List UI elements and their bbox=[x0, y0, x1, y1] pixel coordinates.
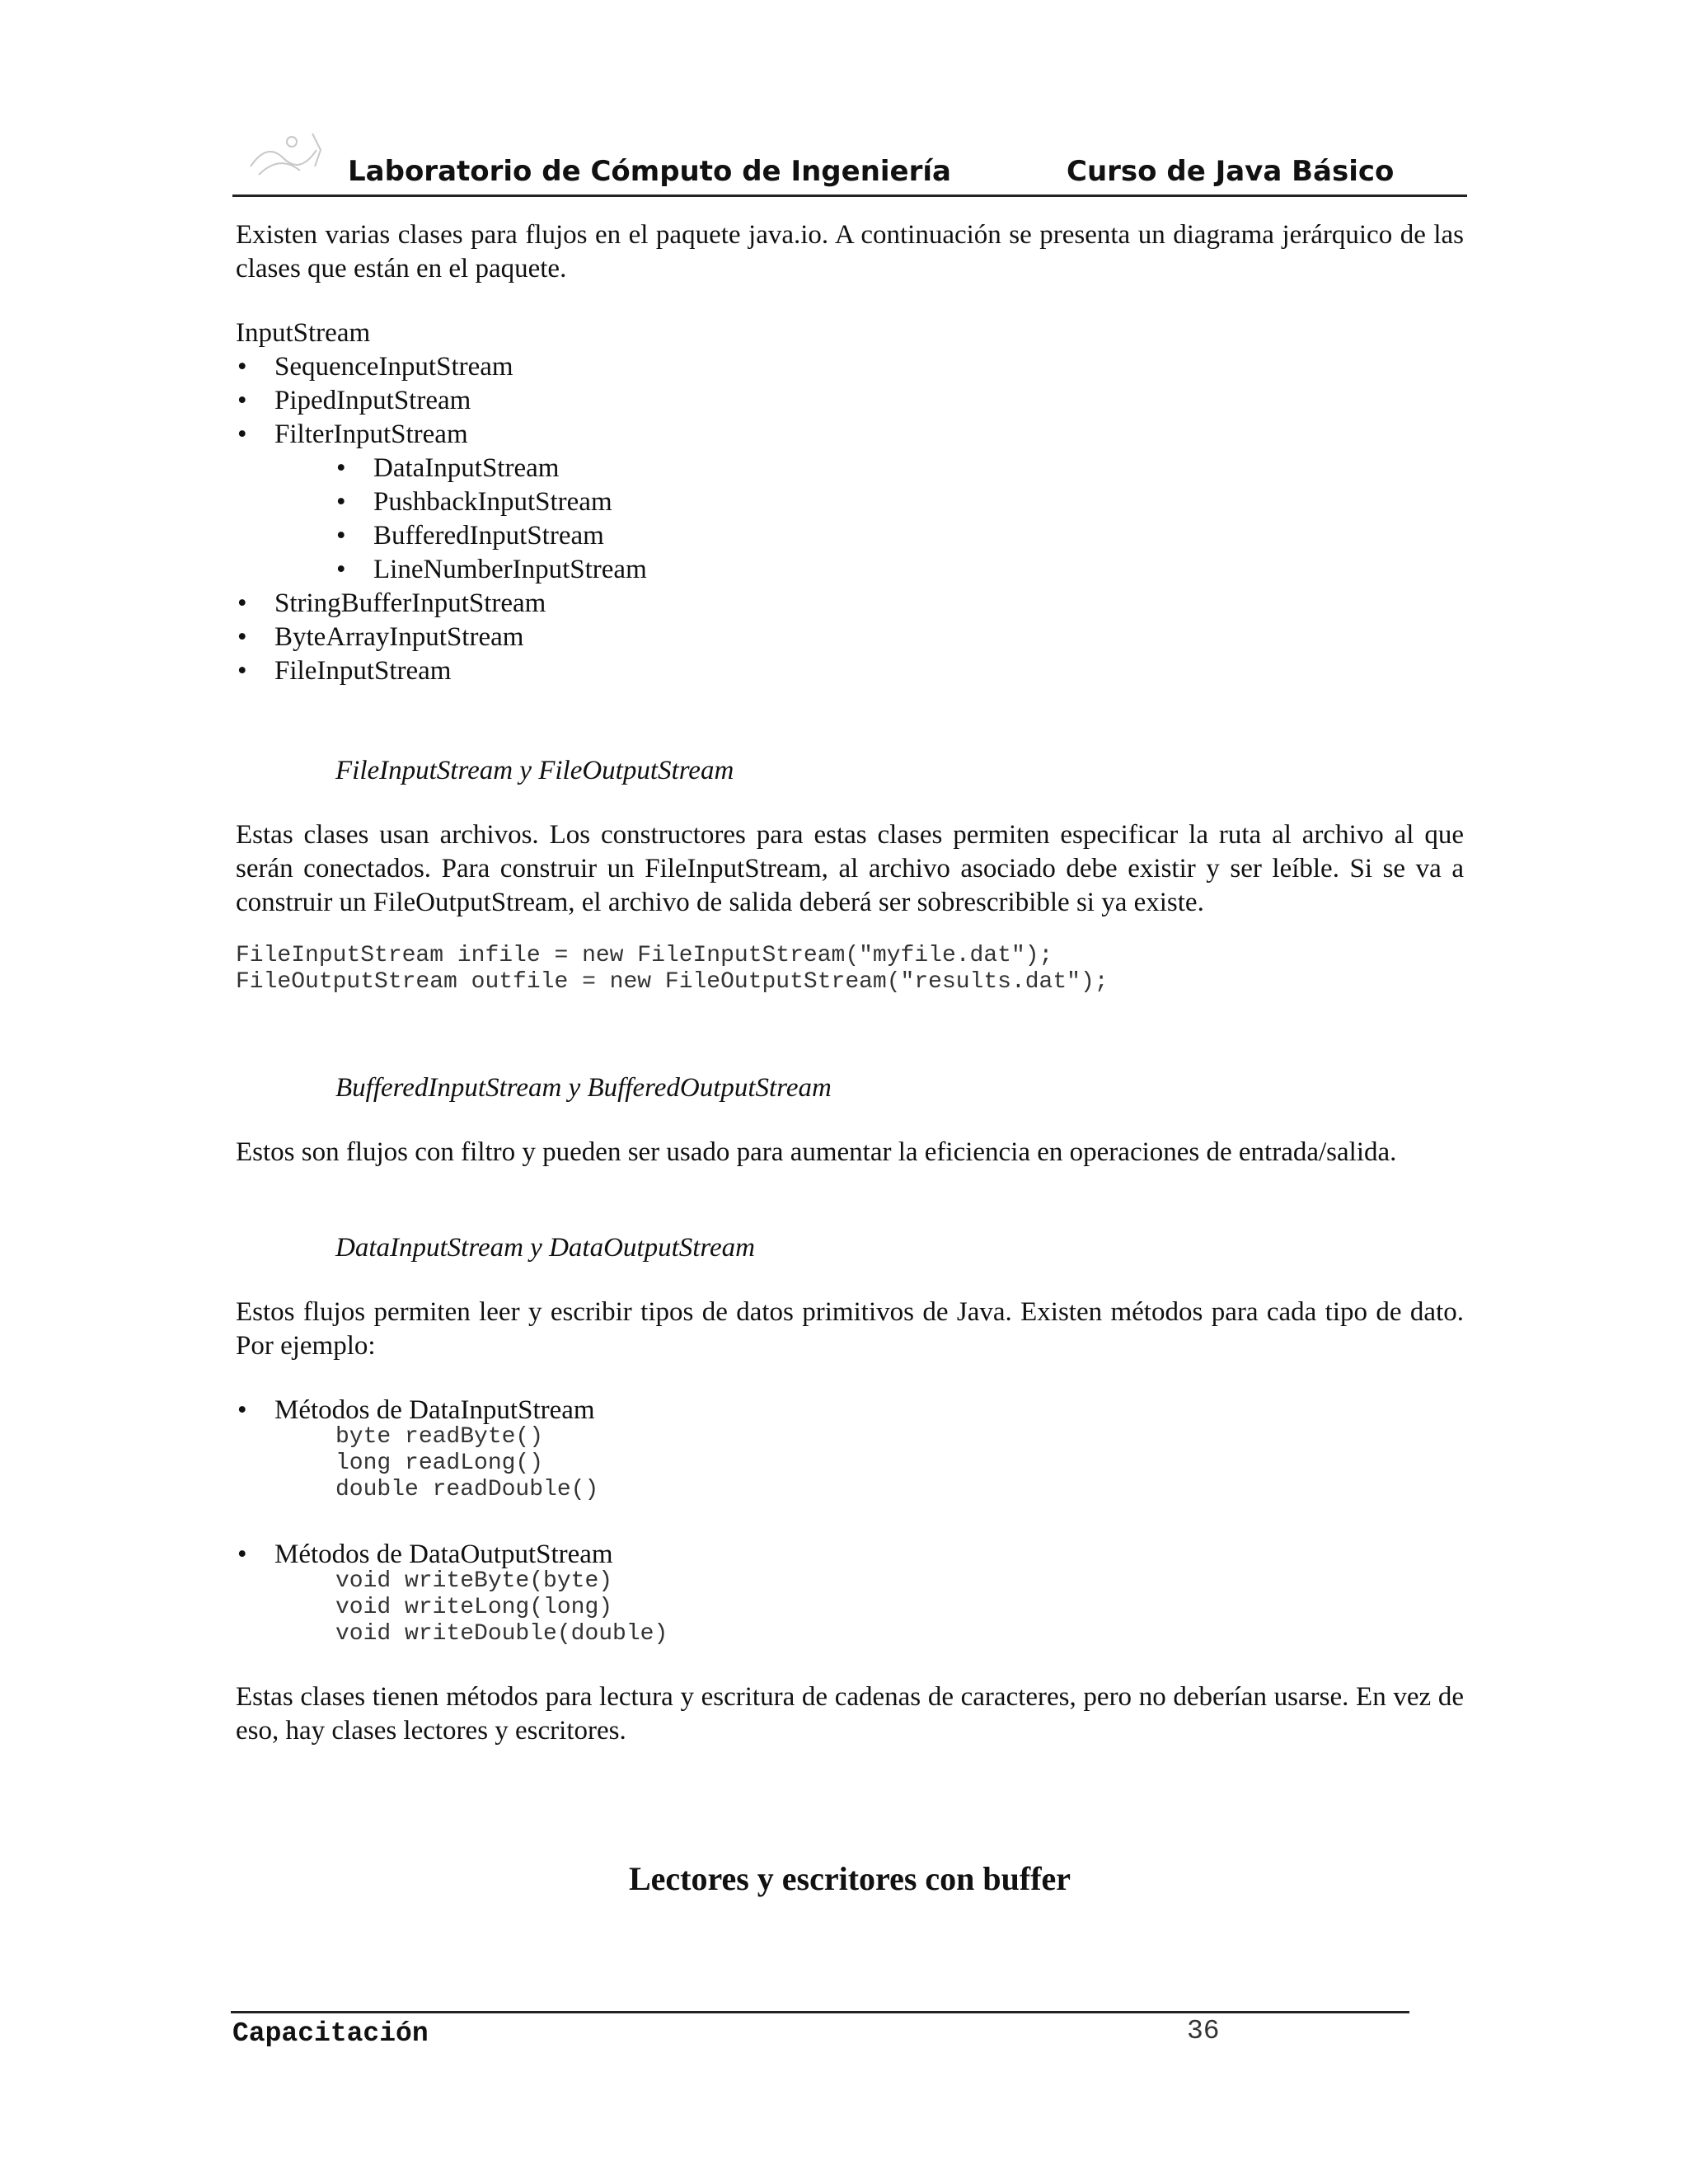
page-number: 36 bbox=[1187, 2016, 1220, 2046]
page-content bbox=[236, 218, 1464, 1899]
methods-list-input bbox=[236, 1394, 1464, 1427]
buffered-streams-paragraph: Estos son flujos con filtro y pueden ser usado para aumentar la eficiencia en operaciones de entrada/salida. bbox=[236, 1137, 1397, 1167]
code-line: FileOutputStream outfile = new FileOutputStream("results.dat"); bbox=[236, 969, 1109, 995]
logo-icon bbox=[234, 117, 341, 191]
hierarchy-sublist bbox=[335, 452, 1464, 587]
hierarchy-list-continued bbox=[236, 587, 1464, 688]
subheading-file-streams: FileInputStream y FileOutputStream bbox=[335, 756, 734, 785]
code-line: FileInputStream infile = new FileInputStream("myfile.dat"); bbox=[236, 943, 1053, 968]
intro-paragraph: Existen varias clases para flujos en el paquete java.io. A continuación se presenta un diagrama jerárquico de las clases que están en el paquete. bbox=[236, 220, 1464, 284]
code-line: void writeByte(byte) bbox=[335, 1568, 613, 1594]
file-streams-paragraph: Estas clases usan archivos. Los constructores para estas clases permiten especificar la ruta al archivo al que serán conectados. Para construir un FileInputStream, al archivo asociado debe existir y ser leíble. Si se va a construir un FileOutputStream, el archivo de salida deberá ser sobrescribible si ya existe. bbox=[236, 820, 1464, 917]
list-item: • Métodos de DataOutputStream bbox=[236, 1538, 1464, 1572]
list-item: • BufferedInputStream bbox=[335, 519, 1464, 553]
page-header bbox=[232, 115, 1467, 197]
list-item: • LineNumberInputStream bbox=[335, 553, 1464, 587]
methods-list-output bbox=[236, 1538, 1464, 1572]
code-line: byte readByte() bbox=[335, 1424, 544, 1450]
list-item: • Métodos de DataInputStream bbox=[236, 1394, 1464, 1427]
hierarchy-list bbox=[236, 350, 1464, 452]
subheading-buffered-streams: BufferedInputStream y BufferedOutputStream bbox=[335, 1073, 832, 1103]
footer-label: Capacitación bbox=[232, 2018, 429, 2049]
closing-paragraph: Estas clases tienen métodos para lectura y escritura de cadenas de caracteres, pero no deberían usarse. En vez de eso, hay clases lectores y escritores. bbox=[236, 1682, 1464, 1746]
output-methods-code bbox=[335, 1568, 1464, 1647]
list-item: • ByteArrayInputStream bbox=[236, 621, 1464, 654]
list-item: • PipedInputStream bbox=[236, 384, 1464, 418]
list-item: • SequenceInputStream bbox=[236, 350, 1464, 384]
header-lab-title: Laboratorio de Cómputo de Ingeniería bbox=[348, 155, 951, 188]
list-item: • PushbackInputStream bbox=[335, 485, 1464, 519]
list-item: • DataInputStream bbox=[335, 452, 1464, 485]
list-item: • StringBufferInputStream bbox=[236, 587, 1464, 621]
hierarchy-root: InputStream bbox=[236, 318, 371, 348]
input-methods-code bbox=[335, 1424, 1464, 1503]
list-item: • FilterInputStream bbox=[236, 418, 1464, 452]
section-title: Lectores y escritores con buffer bbox=[628, 1860, 1071, 1897]
code-line: void writeLong(long) bbox=[335, 1595, 613, 1620]
code-line: double readDouble() bbox=[335, 1477, 599, 1502]
code-line: long readLong() bbox=[335, 1451, 544, 1476]
data-streams-paragraph: Estos flujos permiten leer y escribir tipos de datos primitivos de Java. Existen métodos para cada tipo de dato. Por ejemplo: bbox=[236, 1297, 1464, 1361]
subheading-data-streams: DataInputStream y DataOutputStream bbox=[335, 1233, 756, 1263]
list-item: • FileInputStream bbox=[236, 654, 1464, 688]
code-line: void writeDouble(double) bbox=[335, 1621, 668, 1647]
header-course-title: Curso de Java Básico bbox=[1067, 155, 1395, 188]
